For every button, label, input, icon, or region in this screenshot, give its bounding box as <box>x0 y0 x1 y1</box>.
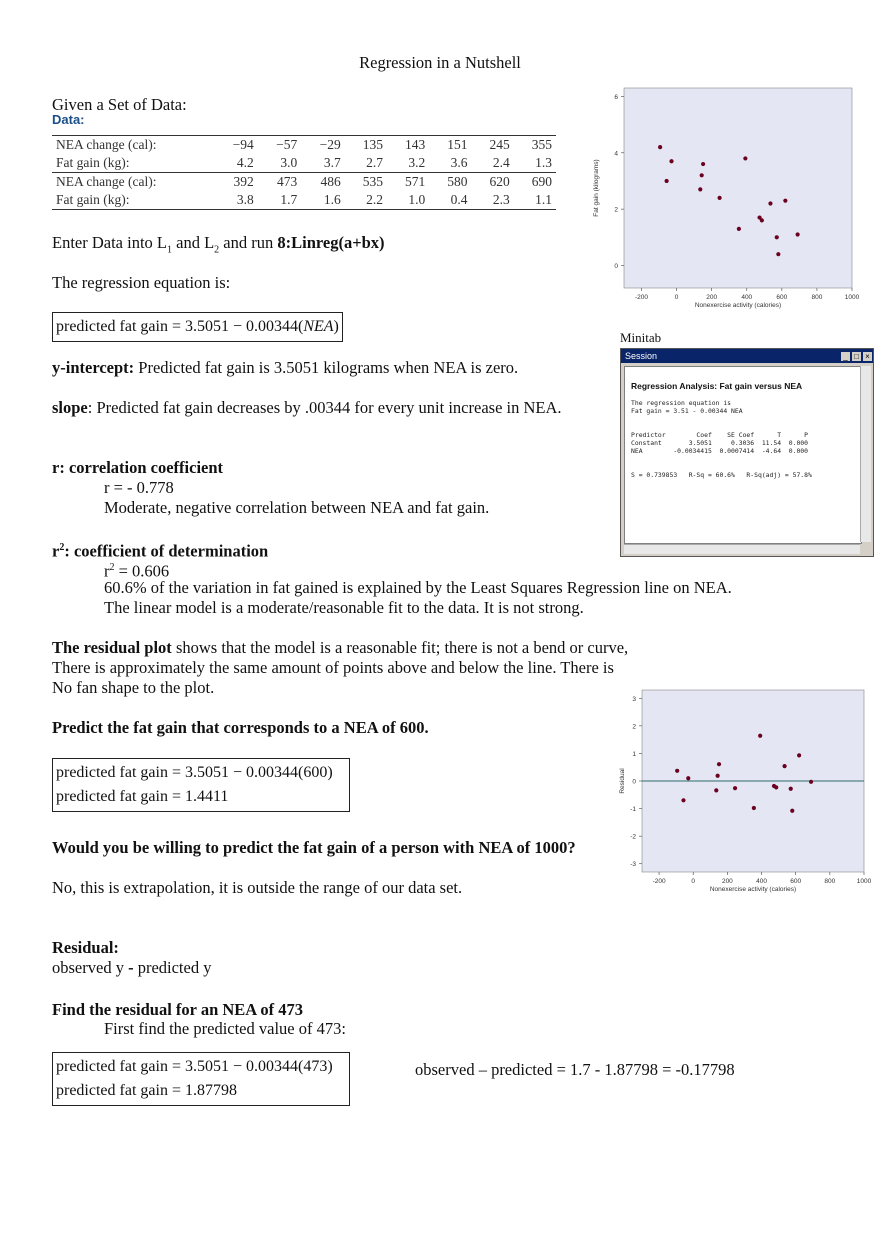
data-point <box>797 753 801 757</box>
data-point <box>768 201 772 205</box>
scatter-svg <box>588 82 860 312</box>
residual-plot-line1 <box>52 638 628 658</box>
table-cell: 143 <box>405 137 426 152</box>
table-cell: −94 <box>232 137 254 152</box>
x-tick-label: 600 <box>790 878 802 885</box>
enter-pre: Enter Data into L <box>52 233 168 252</box>
minitab-window-title: Session <box>625 351 658 361</box>
y-tick-label: 1 <box>632 750 636 758</box>
y-tick-label: 4 <box>614 150 618 158</box>
table-cell: 486 <box>320 174 341 189</box>
enter-command: 8:Linreg(a+bx) <box>277 233 385 252</box>
data-point <box>796 232 800 236</box>
enter-sub2: 2 <box>214 244 220 256</box>
r-heading: r: correlation coefficient <box>52 458 224 477</box>
minitab-session-output <box>624 366 862 544</box>
scatter-plot <box>588 82 860 317</box>
data-point <box>686 776 690 780</box>
table-row <box>52 173 556 192</box>
residual-svg <box>614 686 872 898</box>
r2-heading-post: : coefficient of determination <box>64 541 269 561</box>
y-intercept-desc: Predicted fat gain is 3.5051 kilograms when NEA is zero. <box>134 358 519 377</box>
table-cell: NEA change (cal): <box>56 137 157 152</box>
y-tick-label: 6 <box>614 93 618 101</box>
table-cell: 571 <box>405 174 426 189</box>
data-point <box>733 786 737 790</box>
maximize-icon[interactable]: □ <box>852 352 861 361</box>
table-cell: 1.1 <box>535 192 552 207</box>
data-point <box>774 785 778 789</box>
r2-value-post: = 0.606 <box>114 561 170 581</box>
table-cell: 3.7 <box>323 155 341 170</box>
residual-def-dash: - <box>128 958 134 977</box>
predict-box <box>52 758 350 812</box>
minitab-session-window <box>620 348 874 557</box>
data-point <box>809 780 813 784</box>
data-table <box>52 112 556 210</box>
table-cell: 3.2 <box>408 155 426 170</box>
table-cell: 151 <box>447 137 468 152</box>
r-value: r = - 0.778 <box>104 478 174 497</box>
x-tick-label: 1000 <box>856 878 872 885</box>
residual-definition <box>52 958 211 978</box>
y-tick-label: -1 <box>630 806 636 814</box>
residual-calculation: observed – predicted = 1.7 - 1.87798 = -0.17798 <box>415 1060 735 1079</box>
y-tick-label: 2 <box>614 206 618 214</box>
table-cell: 3.0 <box>280 155 298 170</box>
residual-plot-text1: shows that the model is a reasonable fit; there is not a bend or curve, <box>171 638 629 657</box>
x-tick-label: 1000 <box>844 294 860 301</box>
residual-def-post: predicted y <box>133 958 212 977</box>
r2-value-pre: r <box>104 561 110 581</box>
residual-plot-line3: No fan shape to the plot. <box>52 678 215 697</box>
table-cell: 0.4 <box>450 192 468 207</box>
r-desc: Moderate, negative correlation between NEA and fat gain. <box>104 498 490 517</box>
table-cell: 2.2 <box>366 192 384 207</box>
table-cell: 135 <box>362 137 384 152</box>
residual-heading: Residual: <box>52 938 119 957</box>
data-point <box>758 734 762 738</box>
table-cell: 4.2 <box>236 155 254 170</box>
find-residual-heading: Find the residual for an NEA of 473 <box>52 1000 304 1019</box>
data-point <box>782 764 786 768</box>
minimize-icon[interactable]: _ <box>841 352 850 361</box>
table-cell: 2.4 <box>492 155 510 170</box>
residual-plot-line2: There is approximately the same amount of points above and below the line. There is <box>52 658 614 677</box>
table-cell: 535 <box>362 174 384 189</box>
data-point <box>760 218 764 222</box>
table-cell: 690 <box>531 174 552 189</box>
data-point <box>665 179 669 183</box>
y-axis-label: Fat gain (kilograms) <box>593 159 600 217</box>
data-point <box>669 159 673 163</box>
willing-question: Would you be willing to predict the fat gain of a person with NEA of 1000? <box>52 838 576 857</box>
y-tick-label: 0 <box>632 778 636 786</box>
willing-answer: No, this is extrapolation, it is outside the range of our data set. <box>52 878 463 897</box>
data-point <box>743 156 747 160</box>
enter-mid: and L <box>172 233 215 252</box>
r2-heading-sup: 2 <box>59 542 65 553</box>
equation-post: ) <box>333 318 339 335</box>
enter-mid2: and run <box>219 233 278 252</box>
table-cell: NEA change (cal): <box>56 174 157 189</box>
data-point <box>775 235 779 239</box>
table-row <box>52 136 556 155</box>
close-icon[interactable]: × <box>863 352 872 361</box>
minitab-label: Minitab <box>620 330 662 345</box>
predict-line1: predicted fat gain = 3.5051 − 0.00344(600) <box>56 764 333 781</box>
plot-area <box>624 88 852 288</box>
y-intercept-text <box>52 358 518 378</box>
x-tick-label: 800 <box>811 294 823 301</box>
residual-plot-bold: The residual plot <box>52 638 172 657</box>
data-point <box>790 809 794 813</box>
data-point <box>681 798 685 802</box>
residual-line1: predicted fat gain = 3.5051 − 0.00344(473) <box>56 1058 333 1075</box>
residual-def-pre: observed y <box>52 958 129 977</box>
data-point <box>701 162 705 166</box>
predict-question: Predict the fat gain that corresponds to a NEA of 600. <box>52 718 429 737</box>
table-row <box>52 191 556 210</box>
residual-plot <box>614 686 872 903</box>
table-cell: 1.3 <box>535 155 552 170</box>
y-axis-label: Residual <box>619 768 626 794</box>
data-point <box>737 227 741 231</box>
table-cell: 1.6 <box>323 192 341 207</box>
data-point <box>752 806 756 810</box>
data-point <box>716 774 720 778</box>
table-cell: 1.7 <box>280 192 298 207</box>
r2-line2: The linear model is a moderate/reasonable fit to the data. It is not strong. <box>104 598 584 617</box>
table-cell: 473 <box>277 174 298 189</box>
data-point <box>714 788 718 792</box>
table-cell: 3.8 <box>236 192 254 207</box>
y-tick-label: 3 <box>632 695 636 703</box>
table-cell: Fat gain (kg): <box>56 155 130 170</box>
x-tick-label: -200 <box>652 878 666 885</box>
data-point <box>717 196 721 200</box>
slope-label: slope <box>52 398 88 417</box>
table-row <box>52 154 556 173</box>
r2-value-sup: 2 <box>109 562 115 573</box>
x-tick-label: 200 <box>706 294 718 301</box>
table-cell: 2.3 <box>492 192 510 207</box>
x-tick-label: 800 <box>824 878 836 885</box>
x-axis-label: Nonexercise activity (calories) <box>709 886 797 893</box>
table-cell: 355 <box>531 137 552 152</box>
x-axis-label: Nonexercise activity (calories) <box>694 302 782 309</box>
page-title: Regression in a Nutshell <box>359 53 521 72</box>
y-tick-label: 2 <box>632 723 636 731</box>
equation-pre: predicted fat gain = 3.5051 − 0.00344( <box>56 318 304 335</box>
x-tick-label: 400 <box>756 878 767 885</box>
x-tick-label: 200 <box>721 878 733 885</box>
residual-box <box>52 1052 350 1106</box>
slope-desc: : Predicted fat gain decreases by .00344 for every unit increase in NEA. <box>87 398 562 417</box>
table-cell: 580 <box>447 174 468 189</box>
table-cell: 245 <box>489 137 510 152</box>
data-table-heading: Data: <box>52 112 85 127</box>
slope-text <box>52 398 562 418</box>
regression-intro: The regression equation is: <box>52 273 231 292</box>
data-point <box>700 173 704 177</box>
data-point <box>658 145 662 149</box>
table-cell: 2.7 <box>366 155 384 170</box>
minitab-titlebar[interactable] <box>621 349 873 363</box>
find-residual-sub: First find the predicted value of 473: <box>104 1019 346 1038</box>
equation-box <box>52 312 343 342</box>
residual-line2: predicted fat gain = 1.87798 <box>56 1082 237 1099</box>
data-point <box>717 762 721 766</box>
data-point <box>776 252 780 256</box>
y-intercept-label: y-intercept: <box>52 358 135 377</box>
equation-var: NEA <box>303 318 334 335</box>
given-text: Given a Set of Data: <box>52 95 187 114</box>
horizontal-scrollbar[interactable] <box>624 544 860 554</box>
x-tick-label: 400 <box>741 294 753 301</box>
table-cell: 392 <box>233 174 254 189</box>
y-tick-label: -3 <box>630 861 636 869</box>
x-tick-label: 600 <box>776 294 788 301</box>
y-tick-label: -2 <box>630 833 636 841</box>
vertical-scrollbar[interactable] <box>860 366 871 542</box>
predict-line2: predicted fat gain = 1.4411 <box>56 788 229 805</box>
x-tick-label: -200 <box>635 294 649 301</box>
x-tick-label: 0 <box>674 294 679 301</box>
data-point <box>698 187 702 191</box>
data-point <box>789 787 793 791</box>
y-tick-label: 0 <box>614 262 618 270</box>
table-cell: 1.0 <box>408 192 426 207</box>
table-cell: −29 <box>319 137 341 152</box>
data-point <box>675 769 679 773</box>
minitab-heading: Regression Analysis: Fat gain versus NEA <box>631 381 803 391</box>
enter-sub1: 1 <box>167 244 173 256</box>
window-controls <box>840 349 873 363</box>
r2-line1: 60.6% of the variation in fat gained is explained by the Least Squares Regression line on NEA. <box>104 578 732 597</box>
table-cell: 3.6 <box>450 155 468 170</box>
data-point <box>783 199 787 203</box>
x-tick-label: 0 <box>691 878 696 885</box>
table-cell: −57 <box>276 137 298 152</box>
enter-data-text <box>52 233 385 260</box>
r2-heading-pre: r <box>52 541 60 561</box>
table-cell: 620 <box>489 174 510 189</box>
table-cell: Fat gain (kg): <box>56 192 130 207</box>
minitab-output-text: The regression equation is Fat gain = 3.51 - 0.00344 NEA Predictor Coef SE Coef T P Constant 3.5051 0.3036 11.54 0.000 NEA -0.0034415 0.0007414 -4.64 0.000 S = 0.739853 R-Sq = 60.6% R-Sq(adj) = 57.8% <box>631 399 812 479</box>
